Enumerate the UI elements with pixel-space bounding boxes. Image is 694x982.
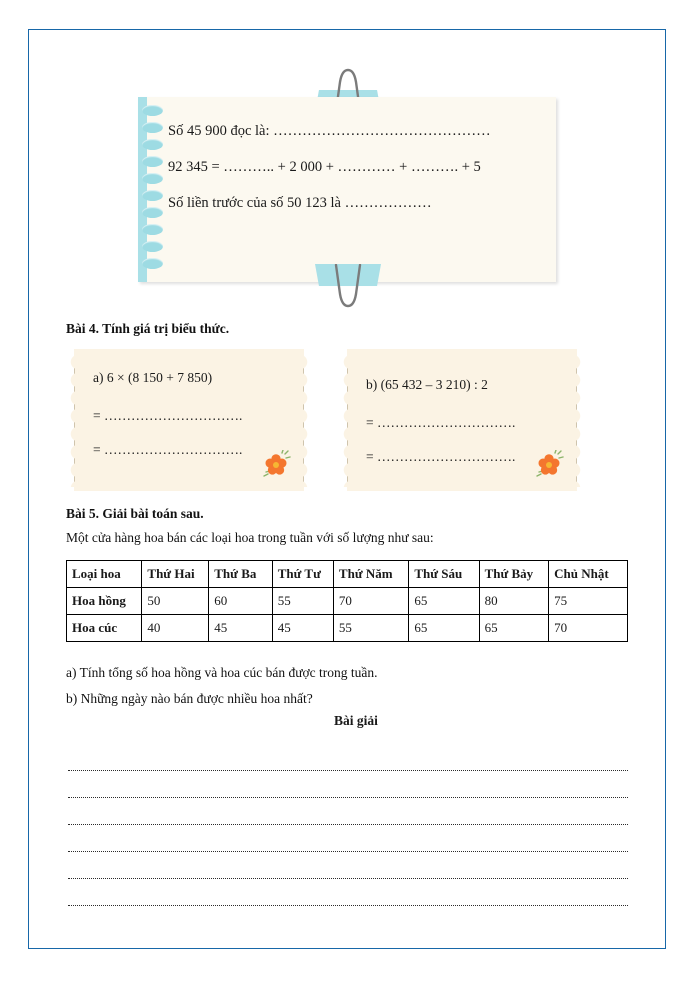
binder-clip-bottom (309, 264, 387, 310)
table-cell: 70 (549, 615, 628, 642)
table-header-cell: Thứ Năm (333, 561, 408, 588)
bai5-heading: Bài 5. Giải bài toán sau. (66, 506, 204, 521)
table-header-cell: Thứ Bảy (479, 561, 549, 588)
bai4-answer-line-a2[interactable]: = …………………………. (93, 442, 243, 457)
notebook-line-2: 92 345 = ……….. + 2 000 + ………… + ………. + 5 (168, 159, 481, 175)
notebook-text-block (168, 122, 546, 230)
table-header-cell: Thứ Tư (272, 561, 333, 588)
notebook-sheet (138, 97, 556, 282)
table-header-cell: Thứ Sáu (409, 561, 479, 588)
bai4-heading: Bài 4. Tính giá trị biểu thức. (66, 321, 230, 336)
table-cell: 65 (409, 588, 479, 615)
table-cell: 70 (333, 588, 408, 615)
binder-clip-bottom-wire-icon (309, 264, 387, 310)
bai4-answer-line-b1[interactable]: = …………………………. (366, 415, 516, 430)
spiral-ring-icon (142, 122, 163, 133)
bai4-expression-a: a) 6 × (8 150 + 7 850) (93, 370, 213, 385)
bai5-question-b: b) Những ngày nào bán được nhiều hoa nhất? (66, 691, 313, 706)
answer-line[interactable] (68, 771, 628, 798)
table-cell: 65 (409, 615, 479, 642)
bai4-box-a-content (93, 369, 289, 475)
answer-line[interactable] (68, 825, 628, 852)
table-row (67, 588, 628, 615)
torn-edge-top (347, 349, 577, 357)
table-cell: 55 (333, 615, 408, 642)
spiral-ring-icon (142, 105, 163, 116)
torn-edge-left (70, 353, 78, 487)
torn-edge-bottom (74, 483, 304, 491)
bai4-box-a (74, 353, 304, 487)
table-row-label: Hoa cúc (67, 615, 142, 642)
spiral-ring-icon (142, 258, 163, 269)
answer-lines-area (68, 744, 628, 906)
table-cell: 40 (142, 615, 209, 642)
spiral-ring-icon (142, 241, 163, 252)
notebook-rings (140, 103, 166, 278)
table-header-cell: Loại hoa (67, 561, 142, 588)
table-row (67, 615, 628, 642)
torn-edge-top (74, 349, 304, 357)
torn-edge-left (343, 353, 351, 487)
torn-edge-right (573, 353, 581, 487)
table-cell: 60 (209, 588, 272, 615)
table-cell: 55 (272, 588, 333, 615)
bai4-expression-b: b) (65 432 – 3 210) : 2 (366, 377, 488, 392)
table-cell: 45 (209, 615, 272, 642)
spiral-ring-icon (142, 139, 163, 150)
bai4-box-b-content (366, 376, 562, 482)
table-cell: 80 (479, 588, 549, 615)
table-cell: 50 (142, 588, 209, 615)
answer-line[interactable] (68, 879, 628, 906)
flower-sales-table (66, 560, 628, 642)
table-row-label: Hoa hồng (67, 588, 142, 615)
spiral-ring-icon (142, 224, 163, 235)
bai5-question-a: a) Tính tổng số hoa hồng và hoa cúc bán được trong tuần. (66, 665, 378, 680)
torn-edge-bottom (347, 483, 577, 491)
solution-heading: Bài giải (334, 713, 378, 728)
flower-icon (261, 450, 291, 478)
flower-icon (534, 450, 564, 478)
table-header-cell: Thứ Hai (142, 561, 209, 588)
bai4-box-b (347, 353, 577, 487)
torn-edge-right (300, 353, 308, 487)
notebook-card (138, 66, 556, 314)
bai5-intro-text: Một cửa hàng hoa bán các loại hoa trong tuần với số lượng như sau: (66, 530, 434, 545)
table-cell: 65 (479, 615, 549, 642)
notebook-line-3: Số liền trước của số 50 123 là ……………… (168, 195, 432, 211)
answer-line[interactable] (68, 744, 628, 771)
table-header-row (67, 561, 628, 588)
spiral-ring-icon (142, 190, 163, 201)
flower-sales-table-wrapper (66, 560, 628, 642)
table-header-cell: Thứ Ba (209, 561, 272, 588)
table-header-cell: Chủ Nhật (549, 561, 628, 588)
bai4-answer-line-b2[interactable]: = …………………………. (366, 449, 516, 464)
spiral-ring-icon (142, 207, 163, 218)
spiral-ring-icon (142, 156, 163, 167)
bai4-answer-line-a1[interactable]: = …………………………. (93, 408, 243, 423)
notebook-line-1: Số 45 900 đọc là: ……………………………………… (168, 123, 491, 139)
spiral-ring-icon (142, 173, 163, 184)
table-cell: 45 (272, 615, 333, 642)
answer-line[interactable] (68, 852, 628, 879)
table-cell: 75 (549, 588, 628, 615)
answer-line[interactable] (68, 798, 628, 825)
